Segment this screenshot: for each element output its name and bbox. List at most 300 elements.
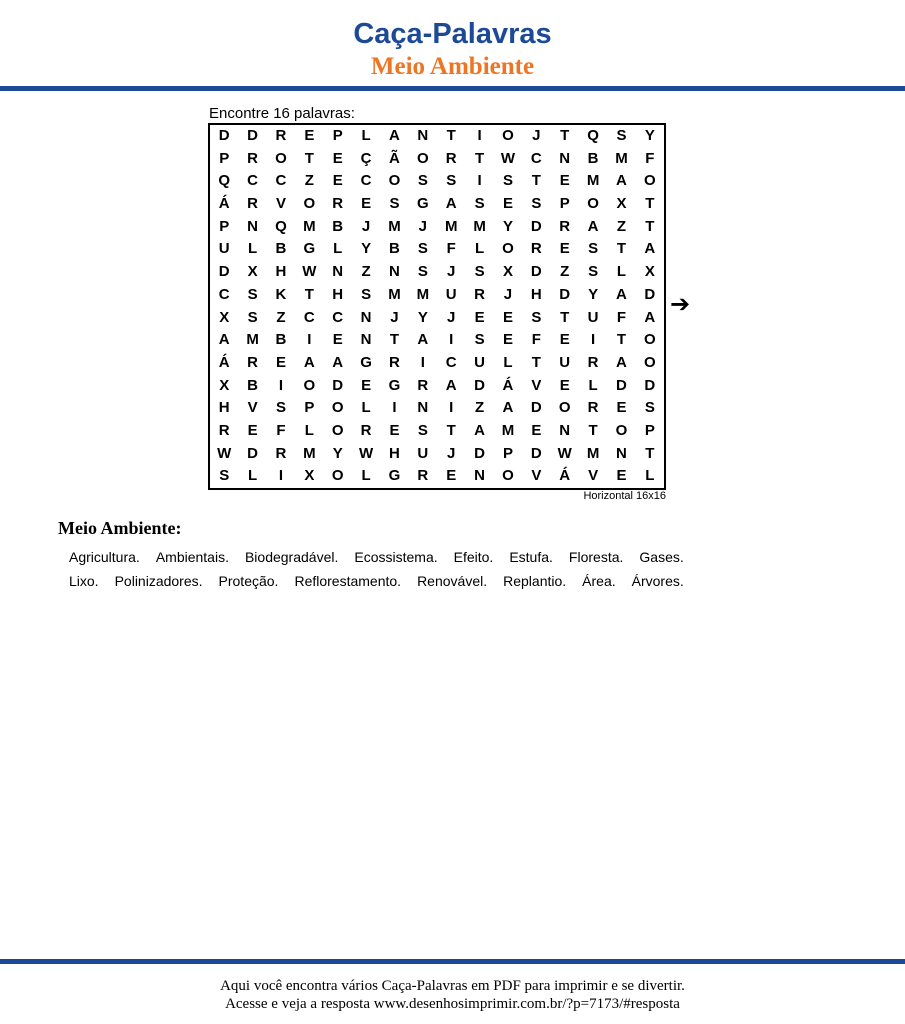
grid-cell[interactable]: V [531, 376, 542, 394]
grid-row [210, 261, 664, 284]
grid-cell[interactable]: G [416, 195, 429, 213]
grid-cell[interactable]: M [303, 444, 316, 462]
grid-cell[interactable]: E [502, 195, 513, 213]
grid-cell[interactable]: R [360, 421, 372, 439]
grid-cell[interactable]: A [417, 331, 429, 349]
grid-cell[interactable]: P [502, 444, 513, 462]
grid-cell[interactable]: E [502, 331, 513, 349]
grid-cell[interactable]: O [643, 172, 656, 190]
grid-cell[interactable]: F [531, 331, 541, 349]
grid-cell[interactable]: M [303, 217, 316, 235]
word-list-item: Agricultura. [69, 549, 140, 565]
grid-cell[interactable]: E [559, 376, 570, 394]
grid-cell[interactable]: O [275, 149, 287, 167]
word-list-line-1 [69, 548, 849, 566]
grid-cell[interactable]: Y [417, 308, 428, 326]
grid-cell[interactable]: D [530, 263, 542, 281]
grid-cell[interactable]: O [558, 399, 571, 417]
grid-cell[interactable]: O [502, 240, 514, 258]
grid-cell[interactable]: V [588, 467, 599, 485]
grid-cell[interactable]: B [332, 217, 344, 235]
grid-cell[interactable]: R [417, 376, 429, 394]
grid-cell[interactable]: U [559, 353, 571, 371]
grid-cell[interactable]: F [616, 308, 627, 326]
grid-cell[interactable]: T [446, 421, 456, 439]
grid-cell[interactable]: Y [644, 127, 655, 144]
grid-cell[interactable]: Y [332, 444, 343, 462]
grid-cell[interactable]: L [247, 467, 258, 485]
grid-cell[interactable]: W [302, 263, 317, 281]
grid-cell[interactable]: O [502, 127, 514, 144]
grid-cell[interactable]: W [217, 444, 232, 462]
grid-row [210, 216, 664, 239]
grid-cell[interactable]: S [389, 195, 400, 213]
grid-cell[interactable]: U [218, 240, 230, 258]
grid-cell[interactable]: K [275, 285, 287, 303]
grid-cell[interactable]: X [502, 263, 513, 281]
grid-cell[interactable]: G [388, 376, 401, 394]
footer-divider [0, 959, 905, 964]
grid-row [210, 329, 664, 352]
grid-cell[interactable]: O [643, 331, 656, 349]
word-list-item: Árvores. [631, 573, 684, 589]
grid-cell[interactable]: S [616, 127, 627, 144]
grid-cell[interactable]: W [500, 149, 516, 167]
grid-cell[interactable]: R [275, 444, 287, 462]
grid-info: Horizontal 16x16 [583, 490, 666, 502]
grid-cell[interactable]: H [332, 285, 344, 303]
grid-row [210, 284, 664, 307]
grid-cell[interactable]: R [275, 127, 287, 144]
grid-cell[interactable]: D [247, 127, 258, 144]
grid-cell[interactable]: R [445, 149, 457, 167]
grid-cell[interactable]: C [360, 172, 372, 190]
grid-cell[interactable]: O [303, 376, 316, 394]
grid-row [210, 125, 664, 148]
grid-cell[interactable]: S [417, 240, 428, 258]
grid-cell[interactable]: X [644, 263, 655, 281]
grid-cell[interactable]: Y [361, 240, 372, 258]
grid-cell[interactable]: D [474, 444, 485, 462]
grid-cell[interactable]: P [219, 149, 230, 167]
grid-cell[interactable]: A [587, 217, 599, 235]
grid-cell[interactable]: P [644, 421, 655, 439]
grid-cell[interactable]: N [360, 331, 372, 349]
grid-cell[interactable]: H [530, 285, 542, 303]
grid-cell[interactable]: P [559, 195, 570, 213]
page-subtitle: Meio Ambiente [370, 53, 535, 80]
grid-cell[interactable]: J [447, 444, 456, 462]
grid-cell[interactable]: R [389, 353, 400, 371]
grid-cell[interactable]: M [473, 217, 486, 235]
grid-cell[interactable]: E [361, 195, 372, 213]
grid-cell[interactable]: I [590, 331, 596, 349]
grid-cell[interactable]: A [332, 353, 344, 371]
grid-cell[interactable]: D [530, 217, 542, 235]
grid-cell[interactable]: S [531, 195, 542, 213]
grid-cell[interactable]: A [389, 127, 400, 144]
grid-cell[interactable]: T [645, 217, 655, 235]
grid-cell[interactable]: T [616, 331, 627, 349]
grid-cell[interactable]: B [275, 331, 287, 349]
grid-cell[interactable]: N [559, 421, 571, 439]
grid-cell[interactable]: E [502, 308, 513, 326]
grid-cell[interactable]: B [389, 240, 400, 258]
grid-cell[interactable]: N [389, 263, 400, 281]
grid-cell[interactable]: D [474, 376, 485, 394]
grid-cell[interactable]: A [218, 331, 230, 349]
grid-cell[interactable]: M [388, 217, 401, 235]
grid-cell[interactable]: Ç [360, 149, 372, 167]
grid-cell[interactable]: D [332, 376, 344, 394]
grid-cell[interactable]: S [417, 263, 428, 281]
grid-cell[interactable]: D [616, 376, 627, 394]
grid-cell[interactable]: S [531, 308, 542, 326]
grid-cell[interactable]: A [616, 285, 627, 303]
grid-cell[interactable]: T [446, 127, 456, 144]
grid-cell[interactable]: H [218, 399, 230, 417]
grid-cell[interactable]: E [304, 127, 315, 144]
grid-cell[interactable]: T [560, 308, 570, 326]
grid-cell[interactable]: O [502, 467, 514, 485]
grid-cell[interactable]: E [559, 240, 570, 258]
grid-cell[interactable]: D [218, 127, 230, 144]
grid-cell[interactable]: A [644, 308, 656, 326]
grid-cell[interactable]: R [247, 195, 258, 213]
grid-cell[interactable]: T [474, 149, 485, 167]
grid-cell[interactable]: I [449, 331, 454, 349]
grid-cell[interactable]: L [503, 353, 513, 371]
grid-cell[interactable]: N [247, 217, 258, 235]
grid-cell[interactable]: L [361, 399, 371, 417]
grid-cell[interactable]: R [530, 240, 542, 258]
grid-cell[interactable]: Á [559, 467, 571, 485]
word-list-item: Reflorestamento. [294, 573, 402, 589]
grid-cell[interactable]: U [417, 444, 429, 462]
grid-row [210, 193, 664, 216]
grid-cell[interactable]: R [218, 421, 230, 439]
grid-cell[interactable]: R [247, 353, 258, 371]
grid-cell[interactable]: L [247, 240, 258, 258]
grid-cell[interactable]: W [557, 444, 572, 462]
grid-cell[interactable]: E [559, 331, 570, 349]
grid-row [210, 443, 664, 466]
puzzle-instruction: Encontre 16 palavras: [209, 105, 355, 122]
grid-cell[interactable]: F [276, 421, 286, 439]
grid-cell[interactable]: X [247, 263, 258, 281]
grid-cell[interactable]: Y [588, 285, 599, 303]
grid-cell[interactable]: M [444, 217, 458, 235]
grid-cell[interactable]: S [644, 399, 655, 417]
grid-cell[interactable]: D [559, 285, 571, 303]
grid-cell[interactable]: A [616, 172, 627, 190]
grid-cell[interactable]: C [530, 149, 542, 167]
grid-cell[interactable]: Z [616, 217, 627, 235]
grid-cell[interactable]: O [303, 195, 316, 213]
grid-cell[interactable]: I [392, 399, 397, 417]
grid-cell[interactable]: I [307, 331, 312, 349]
word-list-item: Floresta. [568, 549, 624, 565]
grid-cell[interactable]: A [445, 376, 457, 394]
grid-cell[interactable]: C [332, 308, 344, 326]
grid-cell[interactable]: I [477, 172, 482, 190]
grid-cell[interactable]: C [218, 285, 230, 303]
word-list-item: Lixo. [69, 573, 99, 589]
grid-cell[interactable]: B [275, 240, 287, 258]
grid-cell[interactable]: E [332, 331, 343, 349]
grid-cell[interactable]: D [530, 399, 542, 417]
grid-cell[interactable]: O [643, 353, 656, 371]
grid-cell[interactable]: Z [276, 308, 286, 326]
grid-cell[interactable]: U [474, 353, 485, 371]
grid-cell[interactable]: D [644, 376, 656, 394]
word-list-item: Efeito. [453, 549, 494, 565]
grid-cell[interactable]: I [477, 127, 482, 144]
grid-cell[interactable]: Z [361, 263, 371, 281]
grid-cell[interactable]: G [388, 467, 401, 485]
word-list-item: Proteção. [218, 573, 279, 589]
grid-cell[interactable]: E [361, 376, 372, 394]
arrow-right-icon: ➔ [670, 290, 691, 318]
grid-cell[interactable]: S [474, 263, 485, 281]
grid-cell[interactable]: A [502, 399, 514, 417]
grid-cell[interactable]: R [474, 285, 485, 303]
grid-row [210, 352, 664, 375]
word-list-item: Replantio. [503, 573, 567, 589]
grid-cell[interactable]: Y [502, 217, 513, 235]
grid-cell[interactable]: R [559, 217, 571, 235]
grid-cell[interactable]: S [474, 195, 485, 213]
grid-cell[interactable]: V [275, 195, 286, 213]
grid-cell[interactable]: Á [218, 353, 230, 371]
grid-cell[interactable]: N [616, 444, 627, 462]
grid-cell[interactable]: B [247, 376, 258, 394]
grid-cell[interactable]: E [446, 467, 457, 485]
grid-cell[interactable]: O [331, 399, 344, 417]
grid-cell[interactable]: R [587, 399, 599, 417]
grid-cell[interactable]: J [503, 285, 513, 303]
header-divider [0, 86, 905, 91]
grid-cell[interactable]: O [331, 421, 344, 439]
grid-row [210, 307, 664, 330]
grid-cell[interactable]: C [247, 172, 258, 190]
grid-cell[interactable]: E [332, 172, 343, 190]
grid-cell[interactable]: X [219, 308, 230, 326]
grid-cell[interactable]: Á [502, 376, 514, 394]
word-list-item: Biodegradável. [244, 549, 339, 565]
grid-cell[interactable]: U [587, 308, 599, 326]
grid-cell[interactable]: A [474, 421, 485, 439]
grid-cell[interactable]: T [645, 195, 655, 213]
grid-cell[interactable]: E [616, 467, 627, 485]
grid-cell[interactable]: X [219, 376, 230, 394]
grid-cell[interactable]: O [587, 195, 599, 213]
grid-cell[interactable]: P [332, 127, 343, 144]
grid-cell[interactable]: H [275, 263, 287, 281]
grid-cell[interactable]: L [333, 240, 343, 258]
grid-cell[interactable]: M [388, 285, 401, 303]
grid-cell[interactable]: G [360, 353, 372, 371]
grid-row [210, 397, 664, 420]
grid-cell[interactable]: P [304, 399, 315, 417]
grid-cell[interactable]: L [588, 376, 598, 394]
footer-link-text: Acesse e veja a resposta www.desenhosimprimir.com.br/?p=7173/#resposta [225, 996, 680, 1012]
grid-cell[interactable]: Z [560, 263, 570, 281]
grid-cell[interactable]: J [532, 127, 541, 144]
grid-cell[interactable]: H [389, 444, 400, 462]
grid-cell[interactable]: E [474, 308, 485, 326]
word-list-heading: Meio Ambiente: [58, 518, 182, 538]
grid-cell[interactable]: S [417, 421, 428, 439]
grid-cell[interactable]: M [501, 421, 515, 439]
grid-cell[interactable]: O [388, 172, 401, 190]
grid-cell[interactable]: Á [218, 195, 230, 213]
grid-cell[interactable]: J [390, 308, 399, 326]
grid-cell[interactable]: S [247, 308, 258, 326]
grid-cell[interactable]: O [615, 421, 628, 439]
grid-cell[interactable]: S [219, 467, 230, 485]
grid-cell[interactable]: J [447, 308, 456, 326]
grid-cell[interactable]: T [304, 285, 314, 303]
grid-cell[interactable]: L [304, 421, 314, 439]
grid-cell[interactable]: T [588, 421, 598, 439]
grid-cell[interactable]: N [474, 467, 485, 485]
grid-cell[interactable]: M [416, 285, 430, 303]
grid-row [210, 420, 664, 443]
grid-cell[interactable]: P [219, 217, 230, 235]
word-list-line-2 [69, 572, 849, 590]
grid-cell[interactable]: S [247, 285, 258, 303]
grid-cell[interactable]: S [417, 172, 428, 190]
grid-cell[interactable]: J [361, 217, 371, 235]
word-list-item: Ambientais. [155, 549, 229, 565]
grid-cell[interactable]: L [616, 263, 627, 281]
grid-cell[interactable]: L [361, 127, 371, 144]
grid-cell[interactable]: A [445, 195, 457, 213]
grid-cell[interactable]: S [446, 172, 457, 190]
footer-text: Aqui você encontra vários Caça-Palavras em PDF para imprimir e se divertir. [220, 978, 685, 994]
grid-cell[interactable]: A [303, 353, 315, 371]
word-list-item: Polinizadores. [114, 573, 203, 589]
grid-cell[interactable]: N [360, 308, 372, 326]
grid-cell[interactable]: G [303, 240, 316, 258]
grid-cell[interactable]: Ã [389, 149, 400, 167]
grid-cell[interactable]: L [361, 467, 371, 485]
grid-cell[interactable]: X [304, 467, 315, 485]
grid-cell[interactable]: Q [587, 127, 599, 144]
grid-cell[interactable]: L [645, 467, 655, 485]
grid-cell[interactable]: S [588, 263, 599, 281]
grid-cell[interactable]: S [588, 240, 599, 258]
grid-cell[interactable]: S [361, 285, 372, 303]
grid-cell[interactable]: M [586, 444, 600, 462]
grid-cell[interactable]: D [644, 285, 656, 303]
grid-cell[interactable]: Q [218, 172, 231, 190]
word-list-item: Renovável. [417, 573, 488, 589]
grid-row [210, 465, 664, 488]
grid-cell[interactable]: J [418, 217, 427, 235]
grid-cell[interactable]: F [446, 240, 456, 258]
grid-cell[interactable]: T [616, 240, 627, 258]
grid-cell[interactable]: R [587, 353, 599, 371]
grid-cell[interactable]: E [616, 399, 627, 417]
grid-cell[interactable]: T [531, 353, 541, 371]
grid-cell[interactable]: I [278, 467, 284, 485]
grid-cell[interactable]: E [247, 421, 258, 439]
grid-cell[interactable]: A [616, 353, 627, 371]
grid-cell[interactable]: R [417, 467, 429, 485]
grid-cell[interactable]: A [644, 240, 656, 258]
grid-cell[interactable]: R [332, 195, 344, 213]
grid-cell[interactable]: T [531, 172, 541, 190]
grid-cell[interactable]: F [645, 149, 655, 167]
grid-cell[interactable]: E [389, 421, 400, 439]
grid-cell[interactable]: M [615, 149, 628, 167]
grid-cell[interactable]: N [417, 399, 429, 417]
grid-cell[interactable]: O [331, 467, 344, 485]
grid-cell[interactable]: S [275, 399, 286, 417]
grid-cell[interactable]: N [417, 127, 429, 144]
grid-cell[interactable]: I [420, 353, 425, 371]
grid-cell[interactable]: X [616, 195, 627, 213]
grid-row [210, 375, 664, 398]
page-title: Caça-Palavras [353, 18, 552, 50]
grid-row [210, 170, 664, 193]
grid-cell[interactable]: U [445, 285, 457, 303]
grid-cell[interactable]: S [502, 172, 513, 190]
word-list-item: Estufa. [509, 549, 553, 565]
grid-cell[interactable]: V [247, 399, 258, 417]
grid-cell[interactable]: T [645, 444, 655, 462]
grid-cell[interactable]: T [389, 331, 400, 349]
grid-cell[interactable]: T [560, 127, 570, 144]
grid-cell[interactable]: N [559, 149, 571, 167]
grid-cell[interactable]: D [247, 444, 258, 462]
grid-cell[interactable]: Q [275, 217, 287, 235]
grid-row [210, 238, 664, 261]
grid-cell[interactable]: S [474, 331, 485, 349]
grid-cell[interactable]: I [449, 399, 454, 417]
grid-cell[interactable]: M [246, 331, 259, 349]
grid-cell[interactable]: E [332, 149, 343, 167]
grid-cell[interactable]: E [275, 353, 286, 371]
grid-cell[interactable]: E [559, 172, 570, 190]
grid-cell[interactable]: Z [304, 172, 314, 190]
grid-cell[interactable]: T [304, 149, 314, 167]
word-list-item: Área. [582, 573, 616, 589]
grid-cell[interactable]: V [531, 467, 542, 485]
grid-cell[interactable]: C [275, 172, 287, 190]
grid-cell[interactable]: Z [474, 399, 485, 417]
grid-cell[interactable]: L [474, 240, 485, 258]
grid-cell[interactable]: J [447, 263, 456, 281]
grid-row [210, 148, 664, 171]
word-list-item: Gases. [639, 549, 684, 565]
grid-cell[interactable]: W [358, 444, 374, 462]
grid-cell[interactable]: N [332, 263, 344, 281]
grid-cell[interactable]: I [278, 376, 284, 394]
grid-cell[interactable]: R [247, 149, 258, 167]
word-list-item: Ecossistema. [354, 549, 438, 565]
grid-cell[interactable]: D [218, 263, 230, 281]
grid-cell[interactable]: E [531, 421, 542, 439]
grid-cell[interactable]: C [445, 353, 457, 371]
grid-cell[interactable]: M [586, 172, 600, 190]
grid-cell[interactable]: B [587, 149, 599, 167]
grid-cell[interactable]: O [416, 149, 429, 167]
grid-cell[interactable]: C [303, 308, 315, 326]
grid-cell[interactable]: D [530, 444, 542, 462]
